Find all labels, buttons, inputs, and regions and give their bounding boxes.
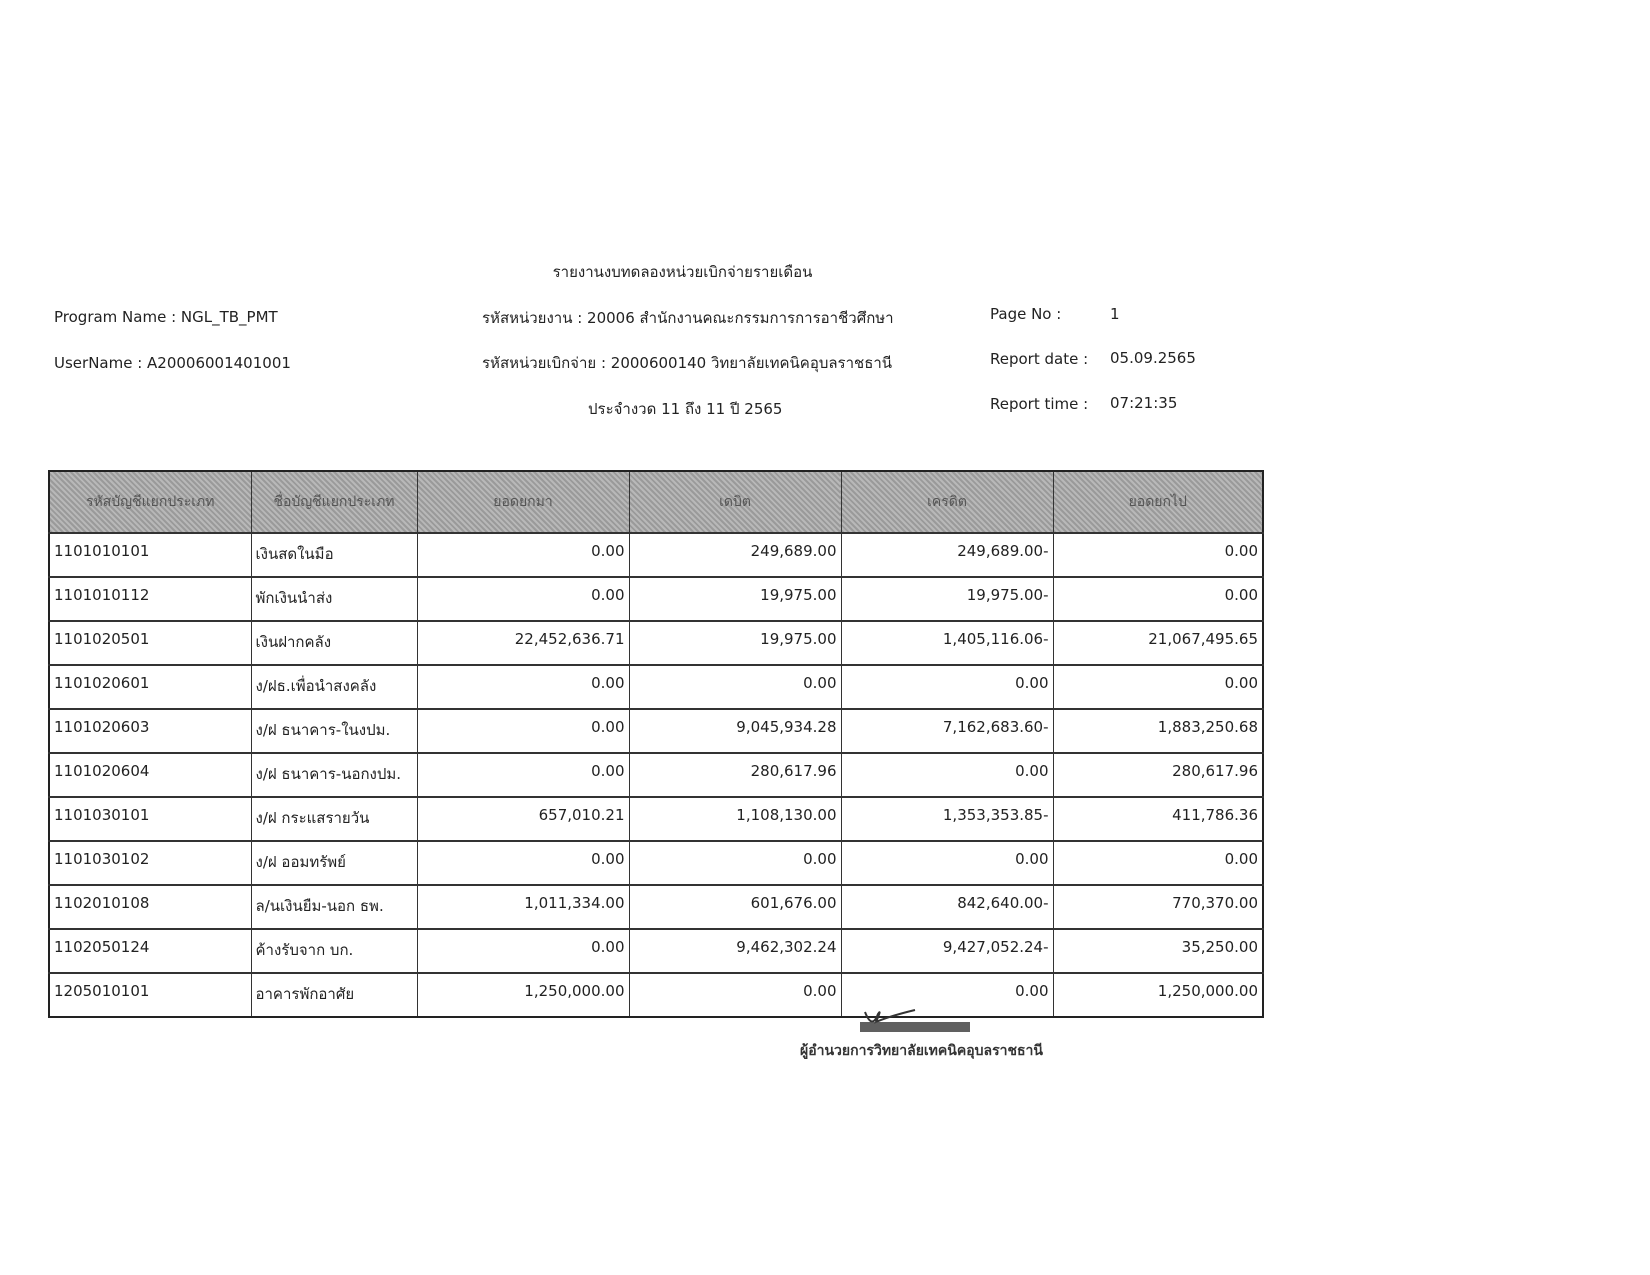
debit-cell: 0.00 <box>629 973 841 1017</box>
account-code-cell: 1101020601 <box>49 665 251 709</box>
credit-cell: 1,353,353.85- <box>841 797 1053 841</box>
brought-forward-cell: 0.00 <box>417 709 629 753</box>
user-name: UserName : A20006001401001 <box>54 354 291 372</box>
credit-cell: 0.00 <box>841 973 1053 1017</box>
column-header: ยอดยกไป <box>1053 471 1263 533</box>
trial-balance-table <box>48 470 1264 1018</box>
credit-cell: 0.00 <box>841 753 1053 797</box>
credit-cell: 0.00 <box>841 841 1053 885</box>
brought-forward-cell: 0.00 <box>417 665 629 709</box>
debit-cell: 9,045,934.28 <box>629 709 841 753</box>
account-code-cell: 1101020604 <box>49 753 251 797</box>
account-name-cell: ง/ฝ กระแสรายวัน <box>251 797 417 841</box>
brought-forward-cell: 0.00 <box>417 753 629 797</box>
column-header: ยอดยกมา <box>417 471 629 533</box>
account-code-cell: 1101010101 <box>49 533 251 577</box>
credit-cell: 1,405,116.06- <box>841 621 1053 665</box>
table-row <box>49 621 1263 665</box>
brought-forward-cell: 1,011,334.00 <box>417 885 629 929</box>
credit-cell: 0.00 <box>841 665 1053 709</box>
account-code-cell: 1101030102 <box>49 841 251 885</box>
carried-forward-cell: 0.00 <box>1053 841 1263 885</box>
table-row <box>49 973 1263 1017</box>
account-code-cell: 1102010108 <box>49 885 251 929</box>
debit-cell: 280,617.96 <box>629 753 841 797</box>
carried-forward-cell: 1,883,250.68 <box>1053 709 1263 753</box>
debit-cell: 601,676.00 <box>629 885 841 929</box>
table-row <box>49 797 1263 841</box>
account-name-cell: ง/ฝ ออมทรัพย์ <box>251 841 417 885</box>
account-name-cell: เงินฝากคลัง <box>251 621 417 665</box>
debit-cell: 1,108,130.00 <box>629 797 841 841</box>
carried-forward-cell: 0.00 <box>1053 533 1263 577</box>
column-header: เดบิต <box>629 471 841 533</box>
brought-forward-cell: 0.00 <box>417 577 629 621</box>
account-code-cell: 1101020501 <box>49 621 251 665</box>
carried-forward-cell: 411,786.36 <box>1053 797 1263 841</box>
page-no-label: Page No : <box>990 305 1062 323</box>
account-name-cell: อาคารพักอาศัย <box>251 973 417 1017</box>
signature-title: ผู้อำนวยการวิทยาลัยเทคนิคอุบลราชธานี <box>800 1043 1043 1059</box>
report-title: รายงานงบทดลองหน่วยเบิกจ่ายรายเดือน <box>552 263 813 281</box>
debit-cell: 0.00 <box>629 841 841 885</box>
credit-cell: 19,975.00- <box>841 577 1053 621</box>
brought-forward-cell: 0.00 <box>417 533 629 577</box>
table-row <box>49 709 1263 753</box>
period: ประจำงวด 11 ถึง 11 ปี 2565 <box>588 400 783 418</box>
debit-cell: 0.00 <box>629 665 841 709</box>
credit-cell: 842,640.00- <box>841 885 1053 929</box>
report-date-label: Report date : <box>990 350 1089 368</box>
table-row <box>49 665 1263 709</box>
credit-cell: 7,162,683.60- <box>841 709 1053 753</box>
brought-forward-cell: 0.00 <box>417 929 629 973</box>
debit-cell: 19,975.00 <box>629 577 841 621</box>
brought-forward-cell: 22,452,636.71 <box>417 621 629 665</box>
table-row <box>49 841 1263 885</box>
agency-code: รหัสหน่วยงาน : 20006 สำนักงานคณะกรรมการการอาชีวศึกษา <box>482 309 894 327</box>
account-name-cell: ง/ฝ ธนาคาร-นอกงปม. <box>251 753 417 797</box>
column-header: เครดิต <box>841 471 1053 533</box>
account-name-cell: พักเงินนำส่ง <box>251 577 417 621</box>
credit-cell: 249,689.00- <box>841 533 1053 577</box>
column-header: ชื่อบัญชีแยกประเภท <box>251 471 417 533</box>
account-name-cell: ค้างรับจาก บก. <box>251 929 417 973</box>
report-time: 07:21:35 <box>1110 394 1178 412</box>
signature-mark <box>860 1008 1020 1034</box>
carried-forward-cell: 0.00 <box>1053 665 1263 709</box>
carried-forward-cell: 35,250.00 <box>1053 929 1263 973</box>
account-code-cell: 1101030101 <box>49 797 251 841</box>
carried-forward-cell: 280,617.96 <box>1053 753 1263 797</box>
table-row <box>49 577 1263 621</box>
report-time-label: Report time : <box>990 395 1089 413</box>
account-code-cell: 1101010112 <box>49 577 251 621</box>
table-row <box>49 533 1263 577</box>
account-code-cell: 1102050124 <box>49 929 251 973</box>
brought-forward-cell: 1,250,000.00 <box>417 973 629 1017</box>
table-header-row <box>49 471 1263 533</box>
disbursing-unit: รหัสหน่วยเบิกจ่าย : 2000600140 วิทยาลัยเทคนิคอุบลราชธานี <box>482 354 893 372</box>
table-row <box>49 929 1263 973</box>
carried-forward-cell: 0.00 <box>1053 577 1263 621</box>
table-row <box>49 753 1263 797</box>
column-header: รหัสบัญชีแยกประเภท <box>49 471 251 533</box>
account-name-cell: ง/ฝธ.เพื่อนำสงคลัง <box>251 665 417 709</box>
table-row <box>49 885 1263 929</box>
credit-cell: 9,427,052.24- <box>841 929 1053 973</box>
report-date: 05.09.2565 <box>1110 349 1196 367</box>
account-name-cell: ล/นเงินยืม-นอก ธพ. <box>251 885 417 929</box>
carried-forward-cell: 770,370.00 <box>1053 885 1263 929</box>
account-code-cell: 1205010101 <box>49 973 251 1017</box>
account-name-cell: เงินสดในมือ <box>251 533 417 577</box>
account-name-cell: ง/ฝ ธนาคาร-ในงปม. <box>251 709 417 753</box>
brought-forward-cell: 0.00 <box>417 841 629 885</box>
debit-cell: 19,975.00 <box>629 621 841 665</box>
debit-cell: 9,462,302.24 <box>629 929 841 973</box>
debit-cell: 249,689.00 <box>629 533 841 577</box>
carried-forward-cell: 1,250,000.00 <box>1053 973 1263 1017</box>
page-no: 1 <box>1110 305 1120 323</box>
program-name: Program Name : NGL_TB_PMT <box>54 308 278 326</box>
carried-forward-cell: 21,067,495.65 <box>1053 621 1263 665</box>
brought-forward-cell: 657,010.21 <box>417 797 629 841</box>
account-code-cell: 1101020603 <box>49 709 251 753</box>
